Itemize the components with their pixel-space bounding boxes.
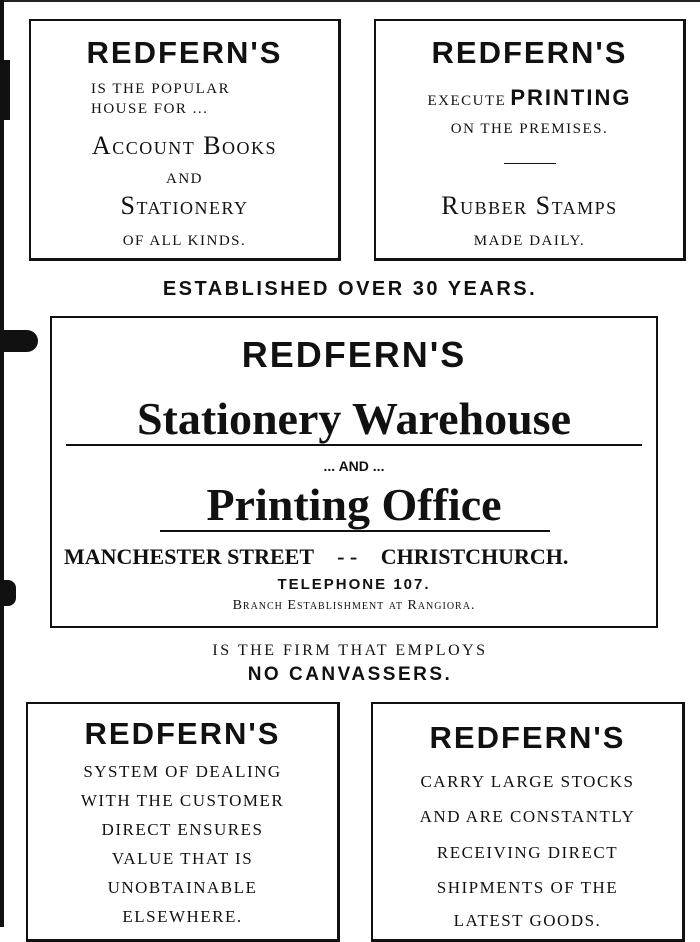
ink-blot-top [0,60,10,120]
box-heading: REDFERN'S [431,35,628,70]
printing-office-title: Printing Office [206,479,502,530]
box-line: AND [166,171,203,187]
dash-text: - - [337,544,358,569]
box-heading: REDFERN'S [429,720,626,755]
ad-box-stocks [371,702,685,942]
box-line: VALUE THAT IS [111,849,254,868]
printing-text: PRINTING [510,85,632,110]
ad-box-printing [374,19,686,261]
ad-box-account-books [29,19,341,261]
box-line: CARRY LARGE STOCKS [420,772,635,791]
box-line: ELSEWHERE. [122,907,243,926]
execute-text: EXECUTE [427,93,507,109]
page-top-edge [0,0,700,2]
page-left-edge [0,0,4,927]
box-line: MADE DAILY. [473,233,586,249]
box-line-large: Account Books [91,131,278,160]
box-line: WITH THE CUSTOMER [80,791,285,810]
branch-line: Branch Establishment at Rangiora. [232,598,476,613]
box-line: RECEIVING DIRECT [436,843,619,862]
no-canvassers-line: NO CANVASSERS. [247,664,453,685]
street-text: MANCHESTER STREET [64,544,314,569]
box-line: ON THE PREMISES. [450,121,609,137]
box-heading: REDFERN'S [84,716,281,751]
ink-blot-lower [0,580,16,606]
box-heading: REDFERN'S [86,35,283,70]
and-line: ... AND ... [323,458,385,474]
ink-blot-middle [0,330,38,352]
address-line [64,544,656,570]
box-line: UNOBTAINABLE [107,878,258,897]
box-line: DIRECT ENSURES [101,820,264,839]
box-line-large: Stationery [120,191,249,220]
box-line: OF ALL KINDS. [122,233,247,249]
box-line: SYSTEM OF DEALING [83,762,282,781]
printing-office-underline [160,530,550,532]
ad-box-warehouse [50,316,658,628]
box-line: HOUSE FOR ... [91,101,209,117]
short-divider [504,163,556,164]
box-heading: REDFERN'S [241,334,467,375]
warehouse-title: Stationery Warehouse [136,393,572,444]
box-line: SHIPMENTS OF THE [436,878,619,897]
telephone-line: TELEPHONE 107. [277,576,431,593]
box-line: AND ARE CONSTANTLY [419,807,636,826]
established-line: ESTABLISHED OVER 30 YEARS. [162,278,538,300]
box-line-execute [376,85,683,111]
box-line: LATEST GOODS. [453,911,602,930]
box-line: IS THE POPULAR [91,81,231,97]
firm-line: IS THE FIRM THAT EMPLOYS [212,642,488,659]
ad-box-dealing [26,702,340,942]
box-line-large: Rubber Stamps [441,191,618,220]
city-text: CHRISTCHURCH. [380,544,569,569]
warehouse-underline [66,444,642,446]
